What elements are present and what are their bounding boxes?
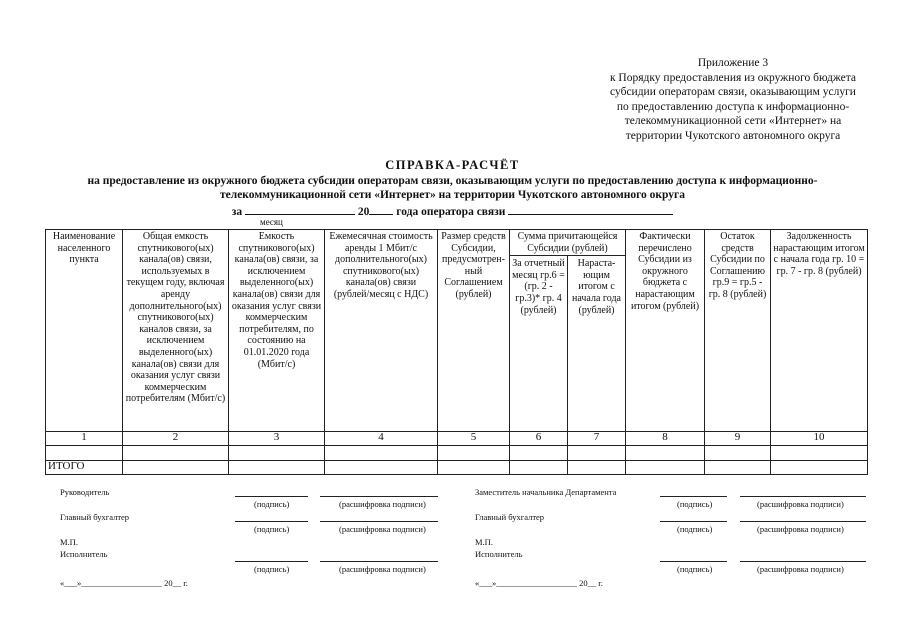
column-number: 4	[325, 432, 438, 446]
signature-caption: (подпись)	[254, 499, 290, 509]
table-cell[interactable]	[626, 446, 705, 461]
table-cell[interactable]	[626, 461, 705, 475]
right-executor-decode-line[interactable]	[740, 561, 866, 562]
decode-caption: (расшифровка подписи)	[339, 524, 426, 534]
left-accountant-label: Главный бухгалтер	[60, 512, 130, 522]
table-cell[interactable]	[123, 461, 229, 475]
right-accountant-label: Главный бухгалтер	[475, 512, 545, 522]
document-title: СПРАВКА-РАСЧЁТ	[385, 158, 520, 172]
table-cell[interactable]	[325, 446, 438, 461]
appendix-line: по предоставлению доступа к информационно-	[616, 100, 850, 113]
right-accountant-decode-line[interactable]	[740, 521, 866, 522]
signature-caption: (подпись)	[677, 499, 713, 509]
table-cell[interactable]	[438, 461, 510, 475]
table-cell[interactable]	[123, 446, 229, 461]
header-reporting-month: За отчетный месяц гр.6 = (гр. 2 - гр.3)* гр. 4 (рублей)	[510, 256, 568, 432]
left-executor-label: Исполнитель	[60, 549, 108, 559]
header-row	[46, 230, 868, 256]
left-executor-decode-line[interactable]	[320, 561, 438, 562]
table-cell[interactable]	[510, 461, 568, 475]
table-cell[interactable]	[229, 446, 325, 461]
period-line	[0, 204, 905, 218]
table-cell[interactable]	[325, 461, 438, 475]
header-remainder: Остаток средств Субсидии по Соглашению гр.9 = гр.5 - гр. 8 (рублей)	[705, 230, 771, 432]
column-numbers-row	[46, 432, 868, 446]
table-cell[interactable]	[46, 446, 123, 461]
left-head-signature-line[interactable]	[235, 496, 308, 497]
column-number: 10	[771, 432, 868, 446]
decode-caption: (расшифровка подписи)	[757, 524, 844, 534]
signature-caption: (подпись)	[254, 524, 290, 534]
subtitle-line: телекоммуникационной сети «Интернет» на территории Чукотского автономного округа	[220, 189, 685, 201]
table-cell[interactable]	[568, 461, 626, 475]
table-cell[interactable]	[705, 461, 771, 475]
signature-caption: (подпись)	[677, 524, 713, 534]
total-row	[46, 461, 868, 475]
table-cell[interactable]	[229, 461, 325, 475]
table-cell[interactable]	[438, 446, 510, 461]
data-row	[46, 446, 868, 461]
header-debt: Задолженность нарастающим итогом с начала года гр. 10 = гр. 7 - гр. 8 (рублей)	[771, 230, 868, 432]
column-number: 8	[626, 432, 705, 446]
year-blank[interactable]	[369, 204, 393, 215]
appendix-line: Приложение 3	[697, 57, 769, 69]
month-blank[interactable]	[245, 204, 355, 215]
header-subsidy-due: Сумма причитающейся Субсидии (рублей)	[510, 230, 626, 256]
right-executor-label: Исполнитель	[475, 549, 523, 559]
month-caption: месяц	[260, 217, 283, 227]
right-stamp-label: М.П.	[475, 537, 493, 547]
appendix-line: территории Чукотского автономного округа	[625, 129, 841, 142]
header-settlement: Наименование населенного пункта	[46, 230, 123, 432]
header-total-capacity: Общая емкость спутникового(ых) канала(ов) связи, используемых в текущем году, включая аренду дополнительного(ых) спутникового(ых) каналов связи, за исключением выделенного(ых) канала(ов) связи для оказания услуг связи коммерческим потребителям (Мбит/с)	[123, 230, 229, 432]
decode-caption: (расшифровка подписи)	[339, 499, 426, 509]
appendix-line: субсидии операторам связи, оказывающим услуги	[610, 86, 856, 99]
left-date-line: «___»___________________ 20__ г.	[60, 578, 188, 588]
table-cell[interactable]	[705, 446, 771, 461]
left-accountant-signature-line[interactable]	[235, 521, 308, 522]
header-subsidy-size: Размер средств Субсидии, предусмотрен-ный Соглашением (рублей)	[438, 230, 510, 432]
appendix-line: телекоммуникационной сети «Интернет» на	[624, 115, 842, 128]
total-label: ИТОГО	[46, 461, 123, 475]
right-head-label: Заместитель начальника Департамента	[475, 487, 617, 497]
document-subtitle	[0, 174, 905, 202]
right-executor-signature-line[interactable]	[660, 561, 727, 562]
period-year: 20	[357, 206, 370, 218]
left-accountant-decode-line[interactable]	[320, 521, 438, 522]
table-cell[interactable]	[771, 461, 868, 475]
header-cumulative: Нараста-ющим итогом с начала года (рублей)	[568, 256, 626, 432]
header-transferred: Фактически перечислено Субсидии из окружного бюджета с нарастающим итогом (рублей)	[626, 230, 705, 432]
appendix-line: к Порядку предоставления из окружного бюджета	[609, 71, 857, 84]
left-executor-signature-line[interactable]	[235, 561, 308, 562]
left-head-label: Руководитель	[60, 487, 110, 497]
operator-blank[interactable]	[508, 204, 673, 215]
column-number: 3	[229, 432, 325, 446]
decode-caption: (расшифровка подписи)	[757, 499, 844, 509]
period-suffix: года оператора связи	[396, 206, 506, 218]
column-number: 2	[123, 432, 229, 446]
signature-caption: (подпись)	[677, 564, 713, 574]
table-cell[interactable]	[568, 446, 626, 461]
header-monthly-cost: Ежемесячная стоимость аренды 1 Мбит/с дополнительного(ых) спутникового(ых) канала(ов) связи (рублей/месяц с НДС)	[325, 230, 438, 432]
column-number: 5	[438, 432, 510, 446]
subtitle-line: на предоставление из окружного бюджета субсидии операторам связи, оказывающим услуги по предоставлению доступа к информационно-	[87, 175, 818, 187]
column-number: 6	[510, 432, 568, 446]
right-date-line: «___»___________________ 20__ г.	[475, 578, 603, 588]
column-number: 1	[46, 432, 123, 446]
signature-caption: (подпись)	[254, 564, 290, 574]
calculation-table	[45, 229, 868, 475]
period-prefix: за	[231, 206, 243, 218]
header-capacity-2020: Емкость спутникового(ых) канала(ов) связи, за исключением выделенного(ых) канала(ов) связи для оказания услуг связи коммерческим потребителям, по состоянию на 01.01.2020 года (Мбит/с)	[229, 230, 325, 432]
column-number: 7	[568, 432, 626, 446]
decode-caption: (расшифровка подписи)	[757, 564, 844, 574]
table-cell[interactable]	[771, 446, 868, 461]
right-accountant-signature-line[interactable]	[660, 521, 727, 522]
appendix-header	[588, 56, 878, 144]
decode-caption: (расшифровка подписи)	[339, 564, 426, 574]
table-cell[interactable]	[510, 446, 568, 461]
left-stamp-label: М.П.	[60, 537, 78, 547]
right-head-signature-line[interactable]	[660, 496, 727, 497]
column-number: 9	[705, 432, 771, 446]
left-head-decode-line[interactable]	[320, 496, 438, 497]
right-head-decode-line[interactable]	[740, 496, 866, 497]
